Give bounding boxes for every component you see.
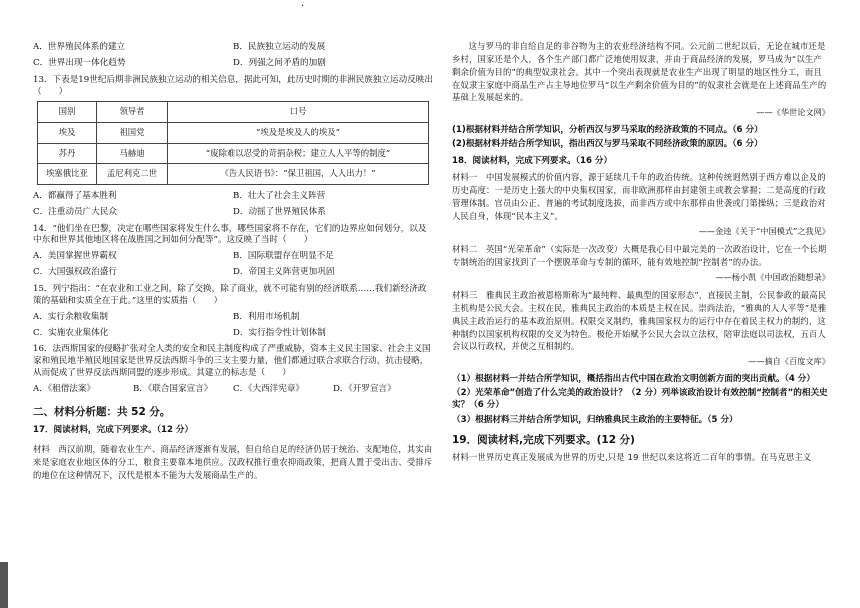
q18-material-2: 材料二 英国“光荣革命”（实际是一次改变）大概是我心目中最完美的一次政治设计，它在一个长期专制统治的国家找到了一个摆脱革命与专制的循环，能有效地控制“控制者”的办法。: [452, 243, 827, 267]
q16-options-row: [33, 384, 433, 396]
q17-material: 材料 西汉前期，随着农业生产、商品经济逐渐有发展，但自给自足的经济仍居于统治、支配地位，其实由来是家庭农业地区体的分工，粮食主要靠本地供应。汉政权推行重农抑商政策，把商人置于受出击、受排斥的地位在这种情况下，汉代是根本不能为大发展商品生产的。: [33, 444, 433, 480]
q17-part2: (2)根据材料并结合所学知识，指出西汉与罗马采取不同经济政策的原因。（6 分）: [452, 139, 763, 150]
page-edge-bar: [0, 562, 8, 608]
q12-option-b[interactable]: B．民族独立运动的发展: [233, 42, 326, 52]
table-cell: 《告人民语书》：“保卫祖国，人人出力！”: [168, 164, 429, 185]
q14-options-row2: [33, 267, 433, 279]
table-header-cell: 领导者: [97, 102, 168, 123]
q13-option-a[interactable]: A．都赢得了基本胜利: [33, 190, 117, 201]
q15-option-d[interactable]: D．实行指令性计划体制: [233, 327, 326, 338]
q12-option-a[interactable]: A．世界殖民体系的建立: [33, 42, 126, 52]
q14-option-d[interactable]: D．帝国主义阵营更加巩固: [233, 267, 335, 278]
q15-option-c[interactable]: C．实施农业集体化: [33, 327, 109, 338]
source-citation: ——《华世论文网》: [756, 107, 830, 118]
q16-option-d[interactable]: D．《开罗宣言》: [333, 383, 396, 394]
q14-option-b[interactable]: B．国际联盟存在明显不足: [233, 251, 334, 262]
q14-options-row1: [33, 251, 433, 263]
left-column: [33, 0, 433, 485]
q13-option-b[interactable]: B．壮大了社会主义阵营: [233, 190, 326, 201]
q12-options-row1: [33, 42, 433, 54]
q13-option-c[interactable]: C．注重动员广大民众: [33, 206, 117, 217]
table-cell: 埃塞俄比亚: [38, 164, 97, 185]
table-row: [38, 123, 429, 144]
table-cell: “废除难以忍受的苛捐杂税；建立人人平等的制度”: [168, 143, 429, 164]
source-citation: ——摘自《百度文库》: [748, 356, 830, 367]
source-citation: ——杨小凯《中国政治随想录》: [715, 271, 830, 282]
q13-options-row1: [33, 191, 433, 203]
q18-material-3: 材料三 雅典民主政治被恩格斯称为“最纯粹、最典型的国家形态”，直接民主制，公民参政的最高民主机构是公民大会。主权在民，雅典民主政治的本质是主权在民。崇尚法治，“雅典的人人平等”是雅典民主政治运行的基本政治原则。权限交叉制约，雅典国家权力的运行中存在着民主权力的制约，这种制约以国家机构权限的交叉为特色。极伦开始赋予公民大会以立法权，陪审法庭以司法权，五百人会议以行政权，并使之互相制约。: [452, 289, 827, 352]
table-cell: 苏丹: [38, 143, 97, 164]
question-17: 17．阅读材料，完成下列要求。（12 分）: [33, 425, 194, 436]
q13-options-row2: [33, 207, 433, 219]
q12-option-d[interactable]: D．列强之间矛盾的加剧: [233, 57, 326, 68]
question-14: 14．“他们坐在巴黎，决定在哪些国家将发生什么事，哪些国家将不存在，它们的边界应如何划分，以及中东和世界其他地区将在战胜国之间如何分配等”。这反映了当时（ ）: [33, 223, 427, 246]
q14-option-c[interactable]: C．大国强权政治盛行: [33, 267, 117, 278]
page-marker-dot: ·: [301, 1, 305, 12]
q16-option-b[interactable]: B．《联合国家宣言》: [133, 383, 213, 394]
q19-material: 材料一世界历史真正发展成为世界的历史,只是 19 世纪以来这将近二百年的事情。在马克思主义: [452, 451, 812, 462]
table-header-cell: 口号: [168, 102, 429, 123]
q17-material-continued: 这与罗马的非自给自足的非谷物为主的农业经济结构不同。公元前二世纪以后，无论在城市还是乡村，国家还是个人，各个生产部门都广泛地使用奴隶，并由于商品经济的发展，罗马成为“以生产剩余价值为目的”的典型奴隶社会。其中一个突出表现就是农业生产出现了明显的地区性分工，而且在奴隶主家庭中商品生产占主导地位罗马“以生产剩余价值为目的”的奴隶社会就是在上述商品生产的基础上发展起来的。: [452, 41, 827, 103]
q18-material-1: 材料一 中国发展模式的价值内容，源于延续几千年的政治传统。这种传统迥然别于西方难以企及的历史高度：一是历史上强大的中央集权国家，而非欧洲那样由封建领主或教会掌握；二是高度的行政管理体制。官员由公正、普遍的考试制度选拔，而非西方或中东那样由世袭或门第操纵；三是政治对人民自身，体现“民本主义”。: [452, 172, 826, 221]
right-column: [452, 0, 830, 466]
table-cell: 祖国党: [97, 123, 168, 144]
table-cell: “埃及是埃及人的埃及”: [168, 123, 429, 144]
question-16: 16．法西斯国家的侵略扩张对全人类的安全和民主制度构成了严重威胁，资本主义民主国家、社会主义国家和殖民地半殖民地国家是世界反法西斯斗争的三支主要力量，他们都通过联合求联合行动，抗击侵略，从而促成了世界反法西斯同盟的逐步形成。其建立的标志是（ ）: [33, 344, 431, 379]
q17-part1: (1)根据材料并结合所学知识，分析西汉与罗马采取的经济政策的不同点。（6 分）: [452, 124, 763, 135]
q15-options-row1: [33, 312, 433, 324]
q15-option-a[interactable]: A．实行余粮收集制: [33, 311, 108, 322]
table-header-row: [38, 102, 429, 123]
question-19: 19．阅读材料,完成下列要求。(12 分): [452, 434, 635, 447]
q12-options-row2: [33, 58, 433, 70]
q16-option-c[interactable]: C．《大西洋宪章》: [233, 383, 305, 394]
africa-movements-table: [37, 101, 429, 184]
question-13: 13．下表是19世纪后期非洲民族独立运动的相关信息，据此可知，此历史时期的非洲民族独立运动反映出（ ）: [33, 74, 433, 97]
q18-part3: （3）根据材料三并结合所学知识，归纳雅典民主政治的主要特征。（5 分）: [452, 415, 738, 426]
section-heading: 二、材料分析题：共 52 分。: [33, 405, 171, 418]
q15-option-b[interactable]: B．利用市场机制: [233, 311, 300, 322]
source-citation: ——金逵《关于“中国模式”之我见》: [698, 225, 830, 236]
table-cell: 孟尼利克二世: [97, 164, 168, 185]
table-row: [38, 164, 429, 185]
q16-option-a[interactable]: A．《租借法案》: [33, 383, 96, 394]
q14-option-a[interactable]: A．美国掌握世界霸权: [33, 251, 117, 262]
q18-part1: （1）根据材料一并结合所学知识，概括指出古代中国在政治文明创新方面的突出贡献。（4 分）: [452, 373, 815, 384]
q15-options-row2: [33, 328, 433, 340]
q13-option-d[interactable]: D．动摇了世界殖民体系: [233, 206, 326, 217]
question-15: 15．列宁指出：“在农业和工业之间，除了交换，除了商业，就不可能有别的经济联系……我们新经济政策的基础和实质全在于此。”这里的实质指（ ）: [33, 283, 427, 306]
table-header-cell: 国别: [38, 102, 97, 123]
q18-part2: （2）光荣革命”创造了什么完美的政治设计？（2 分）列举该政治设计有效控制“控制者”的相关史实？（6 分）: [452, 388, 828, 411]
table-row: [38, 143, 429, 164]
table-cell: 马赫迪: [97, 143, 168, 164]
q12-option-c[interactable]: C．世界出现一体化趋势: [33, 57, 126, 68]
question-18: 18．阅读材料，完成下列要求。（16 分）: [452, 156, 613, 167]
table-cell: 埃及: [38, 123, 97, 144]
